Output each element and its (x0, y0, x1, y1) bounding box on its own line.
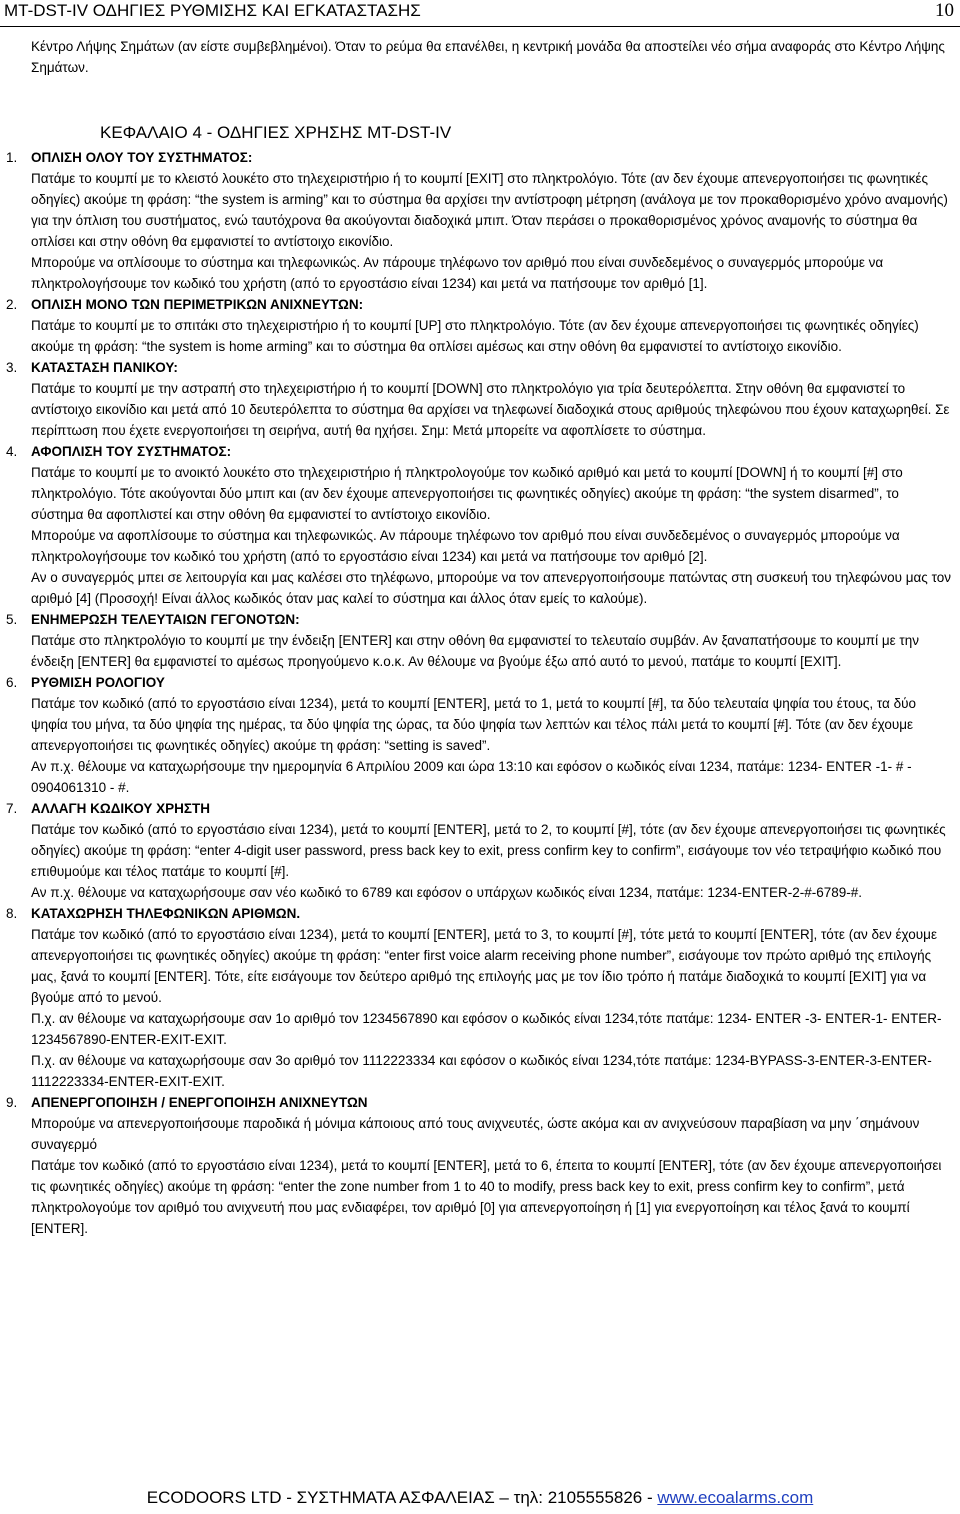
section-item (0, 294, 954, 357)
section-number: 7. (6, 801, 18, 816)
section-body (31, 357, 954, 441)
section-paragraph: Π.χ. αν θέλουμε να καταχωρήσουμε σαν 3ο αριθμό τον 1112223334 και εφόσον ο κωδικός είναι 1234,τότε πατάμε: 1234-BYPASS-3-ENTER-3-ENTER-1112223334-ENTER-EXIT-EXIT. (31, 1053, 932, 1089)
page-header (0, 0, 960, 27)
section-title: ΑΠΕΝΕΡΓΟΠΟΙΗΣΗ / ΕΝΕΡΓΟΠΟΙΗΣΗ ΑΝΙΧΝΕΥΤΩΝ (31, 1095, 368, 1110)
section-item (0, 798, 954, 903)
section-item (0, 672, 954, 798)
section-title: ΚΑΤΑΧΩΡΗΣΗ ΤΗΛΕΦΩΝΙΚΩΝ ΑΡΙΘΜΩΝ. (31, 906, 301, 921)
section-paragraph: Αν ο συναγερμός μπει σε λειτουργία και μας καλέσει στο τηλέφωνο, μπορούμε να τον απενεργοποιήσουμε πατώντας στη συσκευή του τηλεφώνου μας τον αριθμό [4] (Προσοχή! Είναι άλλος κωδικός όταν μας καλεί το σύστημα και άλλος όταν εμείς το καλούμε). (31, 570, 951, 606)
section-list (0, 147, 960, 1239)
section-number: 9. (6, 1095, 18, 1110)
section-body (31, 903, 954, 1092)
section-item (0, 441, 954, 609)
section-paragraph: Μπορούμε να απενεργοποιήσουμε παροδικά ή μόνιμα κάποιους από τους ανιχνευτές, ώστε ακόμα και αν ανιχνεύσουν παραβίαση να μην ΄σημάνουν συναγερμό (31, 1116, 920, 1152)
section-title: ΡΥΘΜΙΣΗ ΡΟΛΟΓΙΟΥ (31, 675, 165, 690)
section-number: 4. (6, 444, 18, 459)
section-title: ΟΠΛΙΣΗ ΜΟΝΟ ΤΩΝ ΠΕΡΙΜΕΤΡΙΚΩΝ ΑΝΙΧΝΕΥΤΩΝ: (31, 297, 364, 312)
section-paragraph: Πατάμε το κουμπί με την αστραπή στο τηλεχειριστήριο ή το κουμπί [DOWN] στο πληκτρολόγιο για τρία δευτερόλεπτα. Στην οθόνη θα εμφανιστεί το αντίστοιχο εικονίδιο και μετά από 10 δευτερόλεπτα το σύστημα θα αρχίσει να τηλεφωνεί διαδοχικά στους αριθμούς τηλεφώνου που έχουν καταχωρηθεί. Σε περίπτωση που έχετε ενεργοποιήσει τη σειρήνα, αυτή θα ηχήσει. Σημ: Μετά μπορείτε να αφοπλίσετε το σύστημα. (31, 381, 950, 438)
section-paragraph: Πατάμε το κουμπί με το σπιτάκι στο τηλεχειριστήριο ή το κουμπί [UP] στο πληκτρολόγιο. Τότε (αν δεν έχουμε απενεργοποιήσει τις φωνητικές οδηγίες) ακούμε τη φράση: “the system is home arming” και το σύστημα θα οπλίσει αμέσως και στην οθόνη θα εμφανιστεί το αντίστοιχο εικονίδιο. (31, 318, 919, 354)
section-title: ΟΠΛΙΣΗ ΟΛΟΥ ΤΟΥ ΣΥΣΤΗΜΑΤΟΣ: (31, 150, 253, 165)
footer-text: ECODOORS LTD - ΣΥΣΤΗΜΑΤΑ ΑΣΦΑΛΕΙΑΣ – τηλ: 2105555826 - (146, 1488, 658, 1507)
chapter-title: ΚΕΦΑΛΑΙΟ 4 - ΟΔΗΓΙΕΣ ΧΡΗΣΗΣ MT-DST-IV (100, 123, 452, 142)
section-paragraph: Πατάμε το κουμπί με το κλειστό λουκέτο στο τηλεχειριστήριο ή το κουμπί [EXIT] στο πληκτρολόγιο. Τότε (αν δεν έχουμε απενεργοποιήσει τις φωνητικές οδηγίες) ακούμε τη φράση: “the system is arming” και το σύστημα θα αρχίσει την αντίστροφη μέτρηση (ανάλογα με τον προκαθορισμένο χρόνο αναμονής) για την όπλιση του συστήματος, ενώ ταυτόχρονα θα ακούγονται διαδοχικά μπιπ. Όταν περάσει ο προκαθορισμένος χρόνος αναμονής το σύστημα θα οπλίσει και στην οθόνη θα εμφανιστεί το αντίστοιχο εικονίδιο. (31, 171, 948, 249)
section-title: ΑΛΛΑΓΗ ΚΩΔΙΚΟΥ ΧΡΗΣΤΗ (31, 801, 211, 816)
section-paragraph: Αν π.χ. θέλουμε να καταχωρήσουμε την ημερομηνία 6 Απριλίου 2009 και ώρα 13:10 και εφόσον ο κωδικός είναι 1234, πατάμε: 1234- ENTER -1- # - 0904061310 - #. (31, 759, 912, 795)
section-paragraph: Πατάμε τον κωδικό (από το εργοστάσιο είναι 1234), μετά το κουμπί [ENTER], μετά το 1, μετά το κουμπί [#], τα δύο τελευταία ψηφία του έτους, τα δύο ψηφία του μήνα, τα δύο ψηφία της ημέρας, τα δύο ψηφία της ώρας, τα δύο ψηφία των λεπτών και τέλος πάλι μετά το κουμπί [#]. Τότε (αν δεν έχουμε απενεργοποιήσει τις φωνητικές οδηγίες) ακούμε τη φράση: “setting is saved”. (31, 696, 916, 753)
section-title: ΑΦΟΠΛΙΣΗ ΤΟΥ ΣΥΣΤΗΜΑΤΟΣ: (31, 444, 232, 459)
section-item (0, 609, 954, 672)
section-paragraph: Πατάμε τον κωδικό (από το εργοστάσιο είναι 1234), μετά το κουμπί [ENTER], μετά το 2, το κουμπί [#], τότε (αν δεν έχουμε απενεργοποιήσει τις φωνητικές οδηγίες) ακούμε τη φράση: “enter 4-digit user password, press back key to exit, press confirm key to confirm”, εισάγουμε τον νέο τετραψήφιο κωδικό που επιθυμούμε και τέλος πατάμε το κουμπί [#]. (31, 822, 946, 879)
footer-website-link[interactable]: www.ecoalarms.com (657, 1488, 814, 1507)
section-item (0, 147, 954, 294)
section-number: 5. (6, 612, 18, 627)
section-body (31, 798, 954, 903)
section-number: 6. (6, 675, 18, 690)
section-paragraph: Μπορούμε να αφοπλίσουμε το σύστημα και τηλεφωνικώς. Αν πάρουμε τηλέφωνο τον αριθμό που είναι συνδεδεμένος ο συναγερμός μπορούμε να πληκτρολογήσουμε τον κωδικό του χρήστη (από το εργοστάσιο είναι 1234) και μετά να πατήσουμε τον αριθμό [2]. (31, 528, 900, 564)
section-paragraph: Αν π.χ. θέλουμε να καταχωρήσουμε σαν νέο κωδικό το 6789 και εφόσον ο υπάρχων κωδικός είναι 1234, πατάμε: 1234-ENTER-2-#-6789-#. (31, 885, 862, 900)
section-item (0, 903, 954, 1092)
section-body (31, 441, 954, 609)
section-body (31, 1092, 954, 1239)
section-item (0, 1092, 954, 1239)
section-paragraph: Π.χ. αν θέλουμε να καταχωρήσουμε σαν 1ο αριθμό τον 1234567890 και εφόσον ο κωδικός είναι 1234,τότε πατάμε: 1234- ENTER -3- ENTER-1- ENTER-1234567890-ENTER-EXIT-EXIT. (31, 1011, 942, 1047)
section-number: 8. (6, 906, 18, 921)
section-paragraph: Μπορούμε να οπλίσουμε το σύστημα και τηλεφωνικώς. Αν πάρουμε τηλέφωνο τον αριθμό που είναι συνδεδεμένος ο συναγερμός μπορούμε να πληκτρολογήσουμε τον κωδικό του χρήστη (από το εργοστάσιο είναι 1234) και μετά να πατήσουμε τον αριθμό [1]. (31, 255, 884, 291)
section-paragraph: Πατάμε τον κωδικό (από το εργοστάσιο είναι 1234), μετά το κουμπί [ENTER], μετά το 3, το κουμπί [#], τότε μετά το κουμπί [ENTER], τότε (αν δεν έχουμε απενεργοποιήσει τις φωνητικές οδηγίες) ακούμε τη φράση: “enter first voice alarm receiving phone number”, εισάγουμε τον πρώτο αριθμό της επιλογής μας, ξανά το κουμπί [ENTER]. Τότε, είτε εισάγουμε τον δεύτερο αριθμό της επιλογής μας με τον ίδιο τρόπο ή πατάμε διαδοχικά το κουμπί [EXIT] για να βγούμε από το μενού. (31, 927, 937, 1005)
page-footer (0, 1488, 960, 1508)
section-item (0, 357, 954, 441)
section-paragraph: Πατάμε στο πληκτρολόγιο το κουμπί με την ένδειξη [ENTER] και στην οθόνη θα εμφανιστεί το τελευταίο συμβάν. Αν ξαναπατήσουμε το κουμπί με την ένδειξη [ENTER] θα εμφανιστεί το αμέσως προηγούμενο κ.ο.κ. Αν θέλουμε να βγούμε έξω από αυτό το μενού, πατάμε το κουμπί [EXIT]. (31, 633, 919, 669)
document-body (0, 36, 960, 1239)
section-number: 3. (6, 360, 18, 375)
section-body (31, 672, 954, 798)
section-paragraph: Πατάμε τον κωδικό (από το εργοστάσιο είναι 1234), μετά το κουμπί [ENTER], μετά το 6, έπειτα το κουμπί [ENTER], τότε (αν δεν έχουμε απενεργοποιήσει τις φωνητικές οδηγίες) ακούμε τη φράση: “enter the zone number from 1 to 40 to modify, press back key to exit, press confirm key to confirm”, μετά πληκτρολογούμε τον αριθμό του ανιχνευτή που μας ενδιαφέρει, τον αριθμό [0] για απενεργοποίηση ή [1] για ενεργοποίηση και τέλος ξανά το κουμπί [ENTER]. (31, 1158, 942, 1236)
section-title: ΕΝΗΜΕΡΩΣΗ ΤΕΛΕΥΤΑΙΩΝ ΓΕΓΟΝΟΤΩΝ: (31, 612, 300, 627)
section-number: 1. (6, 150, 18, 165)
section-number: 2. (6, 297, 18, 312)
section-title: ΚΑΤΑΣΤΑΣΗ ΠΑΝΙΚΟΥ: (31, 360, 178, 375)
intro-paragraph: Κέντρο Λήψης Σημάτων (αν είστε συμβεβλημένοι). Όταν το ρεύμα θα επανέλθει, η κεντρική μονάδα θα αποστείλει νέο σήμα αναφοράς στο Κέντρο Λήψης Σημάτων. (31, 39, 945, 75)
page-number: 10 (935, 0, 954, 21)
section-body (31, 147, 954, 294)
document-title: MT-DST-IV ΟΔΗΓΙΕΣ ΡΥΘΜΙΣΗΣ ΚΑΙ ΕΓΚΑΤΑΣΤΑΣΗΣ (4, 1, 421, 20)
section-body (31, 294, 954, 357)
section-paragraph: Πατάμε το κουμπί με το ανοικτό λουκέτο στο τηλεχειριστήριο ή πληκτρολογούμε τον κωδικό αριθμό και μετά το κουμπί [DOWN] ή το κουμπί [#] στο πληκτρολόγιο. Τότε ακούγονται δύο μπιπ και (αν δεν έχουμε απενεργοποιήσει τις φωνητικές οδηγίες) ακούμε τη φράση: “the system disarmed”, το σύστημα θα αφοπλιστεί και στην οθόνη θα εμφανιστεί το αντίστοιχο εικονίδιο. (31, 465, 903, 522)
section-body (31, 609, 954, 672)
